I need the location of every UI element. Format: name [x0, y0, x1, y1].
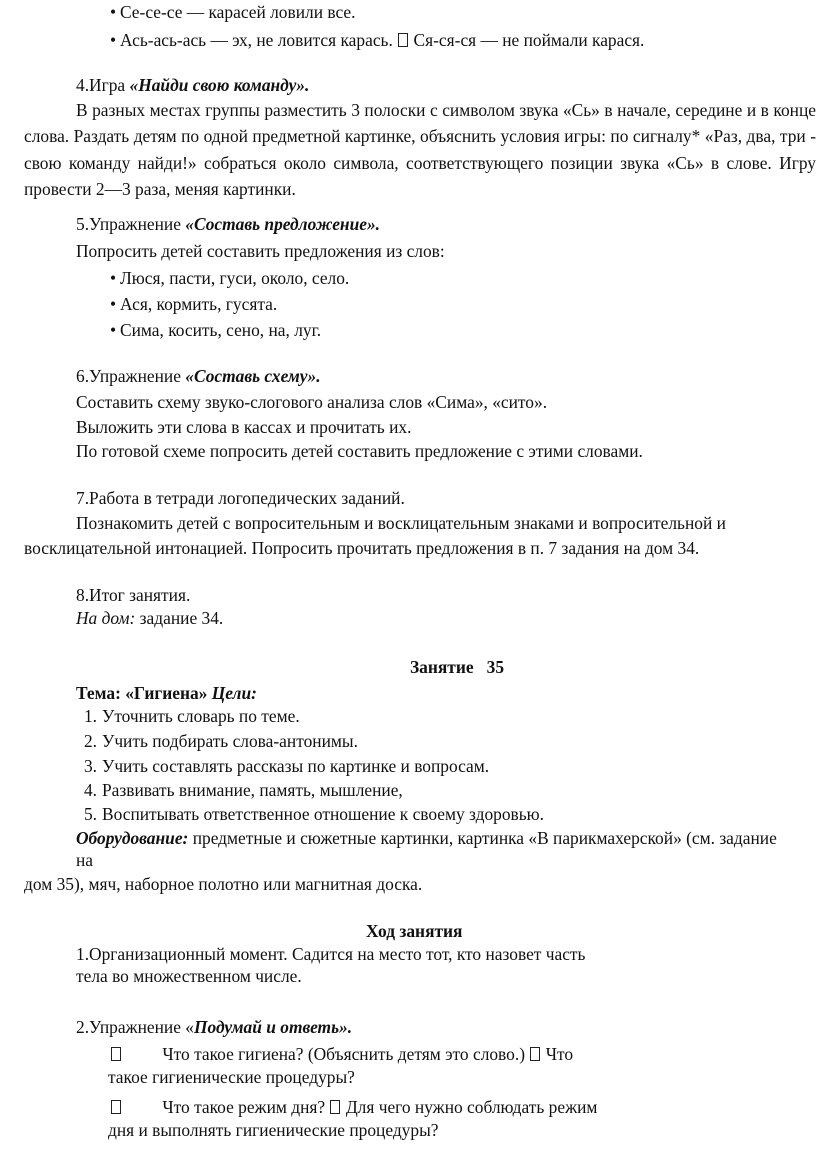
- goal-text: Учить подбирать слова-антонимы.: [102, 731, 358, 751]
- goal-number: 3.: [83, 756, 97, 776]
- goal-text: Воспитывать ответственное отношение к своему здоровью.: [102, 804, 545, 824]
- heading-prefix: 6.Упражнение: [76, 366, 186, 386]
- goal-number: 5.: [83, 804, 97, 824]
- heading-prefix: 5.Упражнение: [76, 214, 186, 234]
- section-heading: [76, 1017, 352, 1037]
- equipment-text: предметные и сюжетные картинки, картинка «В парикмахерской» (см. задание: [188, 828, 777, 848]
- homework-text: задание 34.: [135, 608, 224, 628]
- missing-glyph-icon: [530, 1047, 540, 1061]
- goal-item: [80, 756, 489, 776]
- heading-title: «Составь схему».: [185, 366, 321, 386]
- section-heading: [76, 366, 321, 386]
- goal-number: 1.: [83, 706, 97, 726]
- question-text: Что такое режим дня?: [162, 1097, 330, 1117]
- question-line: дня и выполнять гигиенические процедуры?: [108, 1120, 439, 1140]
- goal-item: [80, 706, 300, 726]
- goal-item: [80, 780, 403, 800]
- question-text: Для чего нужно соблюдать режим: [341, 1097, 598, 1117]
- heading-title: «Найди свою команду».: [129, 75, 310, 95]
- list-item-text: Ся-ся-ся — не поймали карася.: [413, 30, 645, 50]
- section-heading: [76, 214, 380, 234]
- homework-label: На дом:: [76, 608, 136, 628]
- text-line: восклицательной интонацией. Попросить прочитать предложения в п. 7 задания на дом 34.: [24, 538, 700, 558]
- goal-item: [80, 804, 544, 824]
- bullet-icon: •: [110, 268, 117, 288]
- missing-glyph-icon: [398, 33, 408, 47]
- list-item: [110, 2, 355, 22]
- topic-line: [76, 683, 257, 703]
- list-item: [110, 268, 349, 288]
- goal-text: Уточнить словарь по теме.: [102, 706, 300, 726]
- paragraph-text: В разных местах группы разместить 3 полоски с символом звука «Сь» в начале, середине и в конце слова. Раздать детям по одной предметной картинке, объяснить условия игры: по сигналу* «Раз, два, три - свою команду найди!» собраться около символа, соответствующего позиции звука «Сь» в слове. Игру провести 2—3 раза, меняя картинки.: [24, 100, 816, 199]
- heading-title: Подумай и ответь».: [193, 1017, 353, 1037]
- list-item: [110, 30, 644, 50]
- topic-label: Тема: «Гигиена»: [76, 683, 212, 703]
- text-line: Составить схему звуко-слогового анализа слов «Сима», «сито».: [76, 392, 548, 412]
- section-heading: [76, 75, 309, 95]
- paragraph: [24, 97, 816, 202]
- goal-item: [80, 731, 358, 751]
- course-title: Ход занятия: [366, 921, 463, 941]
- missing-glyph-icon: [111, 1047, 121, 1061]
- missing-glyph-icon: [111, 1100, 121, 1114]
- bullet-icon: •: [110, 320, 117, 340]
- goal-text: Развивать внимание, память, мышление,: [102, 780, 403, 800]
- question-line: такое гигиенические процедуры?: [108, 1067, 355, 1087]
- bullet-icon: •: [110, 294, 117, 314]
- text-line: Познакомить детей с вопросительным и восклицательным знаками и вопросительной и: [76, 513, 726, 533]
- question-text: Что: [541, 1044, 574, 1064]
- goals-label: Цели:: [211, 683, 257, 703]
- homework-line: [76, 608, 223, 628]
- goal-text: Учить составлять рассказы по картинке и вопросам.: [102, 756, 490, 776]
- text-line: По готовой схеме попросить детей составить предложение с этими словами.: [76, 441, 643, 461]
- section-heading: 7.Работа в тетради логопедических заданий.: [76, 488, 405, 508]
- heading-title: «Составь предложение».: [185, 214, 380, 234]
- heading-prefix: 2.Упражнение «: [76, 1017, 194, 1037]
- text-line: дом 35), мяч, наборное полотно или магнитная доска.: [24, 874, 423, 894]
- lesson-title: Занятие 35: [410, 657, 505, 677]
- question-line: [110, 1044, 573, 1064]
- missing-glyph-icon: [330, 1100, 340, 1114]
- instruction: Попросить детей составить предложения из слов:: [76, 241, 445, 261]
- list-item-text: Ася, кормить, гусята.: [120, 294, 278, 314]
- question-text: Что такое гигиена? (Объяснить детям это слово.): [162, 1044, 530, 1064]
- list-item-text: Се-се-се — карасей ловили все.: [120, 2, 356, 22]
- text-line: 1.Организационный момент. Садится на место тот, кто назовет часть: [76, 944, 586, 964]
- goal-number: 4.: [83, 780, 97, 800]
- equipment-first: [76, 828, 777, 848]
- list-item: [110, 320, 321, 340]
- text-line: на: [76, 850, 94, 870]
- list-item-text: Люся, пасти, гуси, около, село.: [120, 268, 350, 288]
- text-line: тела во множественном числе.: [76, 966, 302, 986]
- list-item-text: Сима, косить, сено, на, луг.: [120, 320, 322, 340]
- text-line: Выложить эти слова в кассах и прочитать их.: [76, 417, 412, 437]
- question-line: [110, 1097, 597, 1117]
- list-item-text: Ась-ась-ась — эх, не ловится карась.: [120, 30, 393, 50]
- equipment-line: [76, 828, 816, 848]
- heading-prefix: 4.Игра: [76, 75, 130, 95]
- goal-number: 2.: [83, 731, 97, 751]
- equipment-label: Оборудование:: [76, 828, 189, 848]
- bullet-icon: •: [110, 30, 117, 50]
- bullet-icon: •: [110, 2, 117, 22]
- list-item: [110, 294, 277, 314]
- section-heading: 8.Итог занятия.: [76, 585, 191, 605]
